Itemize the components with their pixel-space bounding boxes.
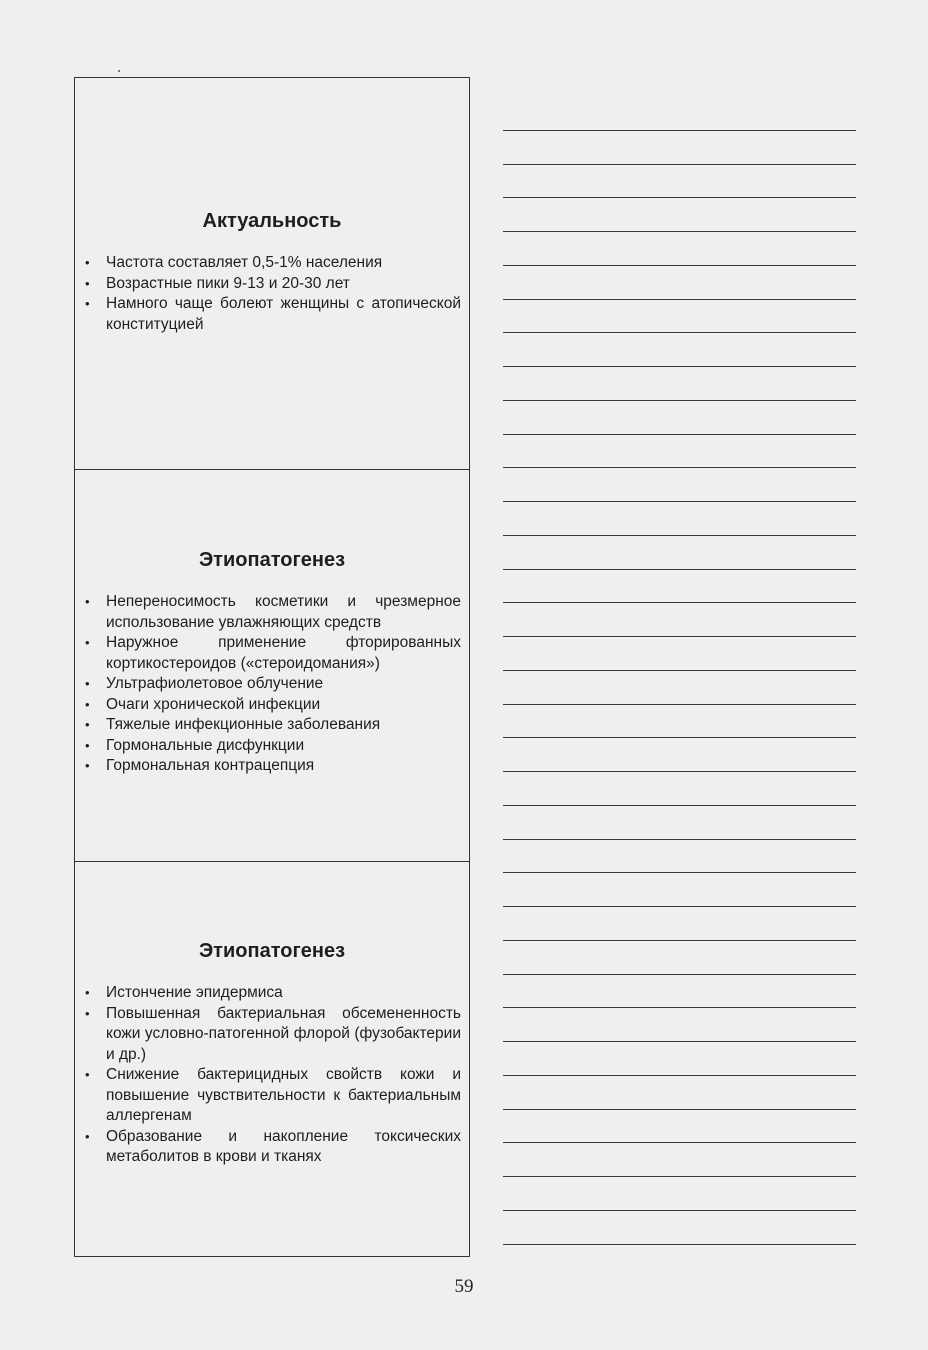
note-line — [503, 705, 856, 739]
list-item: • Намного чаще болеют женщины с атопической конституцией — [85, 295, 461, 333]
note-line — [503, 637, 856, 671]
note-line — [503, 671, 856, 705]
note-line — [503, 165, 856, 199]
bullet-icon: • — [85, 737, 90, 753]
note-line — [503, 536, 856, 570]
note-line — [503, 1042, 856, 1076]
note-line — [503, 907, 856, 941]
bullet-icon: • — [85, 1005, 90, 1021]
list-item: • Наружное применение фторированных кортикостероидов («стероидомания») — [85, 634, 461, 672]
list-item: • Снижение бактерицидных свойств кожи и повышение чувствительности к бактериальным аллергенам — [85, 1066, 461, 1124]
note-line — [503, 266, 856, 300]
note-line — [503, 401, 856, 435]
scan-speck — [118, 70, 120, 72]
note-line — [503, 975, 856, 1009]
note-line — [503, 333, 856, 367]
note-line — [503, 198, 856, 232]
note-line — [503, 806, 856, 840]
slide-title: Этиопатогенез — [198, 549, 346, 571]
bullet-icon: • — [85, 717, 90, 732]
note-line — [503, 232, 856, 266]
bullet-icon: • — [85, 758, 90, 773]
bullet-icon: • — [85, 696, 90, 712]
slide-etiopathogenesis-1 — [75, 470, 469, 862]
bullet-list — [83, 253, 461, 335]
note-line — [503, 603, 856, 637]
list-item: • Очаги хронической инфекции — [83, 695, 461, 716]
list-item: • Гормональные дисфункции — [83, 736, 461, 757]
bullet-icon: • — [85, 255, 90, 270]
note-line — [503, 570, 856, 604]
bullet-icon: • — [85, 1128, 90, 1144]
list-item: • Истончение эпидермиса — [83, 983, 461, 1004]
note-line — [503, 873, 856, 907]
note-line — [503, 1008, 856, 1042]
note-lines — [503, 97, 856, 1245]
slide-relevance — [75, 78, 469, 470]
bullet-icon: • — [85, 275, 90, 291]
note-line — [503, 300, 856, 334]
note-line — [503, 131, 856, 165]
list-item: • Повышенная бактериальная обсемененность кожи условно-патогенной флорой (фузобактерии и др.) — [85, 1004, 461, 1063]
note-line — [503, 1076, 856, 1110]
bullet-icon: • — [85, 1067, 90, 1082]
bullet-icon: • — [85, 594, 90, 609]
note-line — [503, 941, 856, 975]
slide-title: Актуальность — [202, 210, 342, 232]
note-line — [503, 738, 856, 772]
note-line — [503, 468, 856, 502]
bullet-list — [83, 983, 461, 1168]
list-item: • Ультрафиолетовое облучение — [83, 674, 461, 695]
note-line — [503, 367, 856, 401]
slide-etiopathogenesis-2 — [75, 862, 469, 1258]
note-line — [503, 502, 856, 536]
note-line — [503, 97, 856, 131]
note-line — [503, 772, 856, 806]
note-line — [503, 1177, 856, 1211]
bullet-icon: • — [85, 635, 90, 650]
bullet-icon: • — [85, 296, 90, 311]
note-line — [503, 435, 856, 469]
slides-column — [74, 77, 470, 1257]
note-line — [503, 1211, 856, 1245]
list-item: • Тяжелые инфекционные заболевания — [83, 715, 461, 736]
list-item: • Непереносимость косметики и чрезмерное использование увлажняющих средств — [85, 593, 461, 631]
list-item: • Образование и накопление токсических метаболитов в крови и тканях — [85, 1127, 461, 1165]
page-number: 59 — [454, 1276, 474, 1297]
bullet-icon: • — [85, 985, 90, 1000]
note-line — [503, 1143, 856, 1177]
list-item: • Возрастные пики 9-13 и 20-30 лет — [83, 274, 461, 295]
note-line — [503, 1110, 856, 1144]
bullet-icon: • — [85, 676, 90, 691]
slide-title: Этиопатогенез — [198, 940, 346, 962]
bullet-list — [83, 592, 461, 777]
list-item: • Гормональная контрацепция — [83, 756, 461, 777]
note-line — [503, 840, 856, 874]
list-item: • Частота составляет 0,5-1% населения — [83, 253, 461, 274]
